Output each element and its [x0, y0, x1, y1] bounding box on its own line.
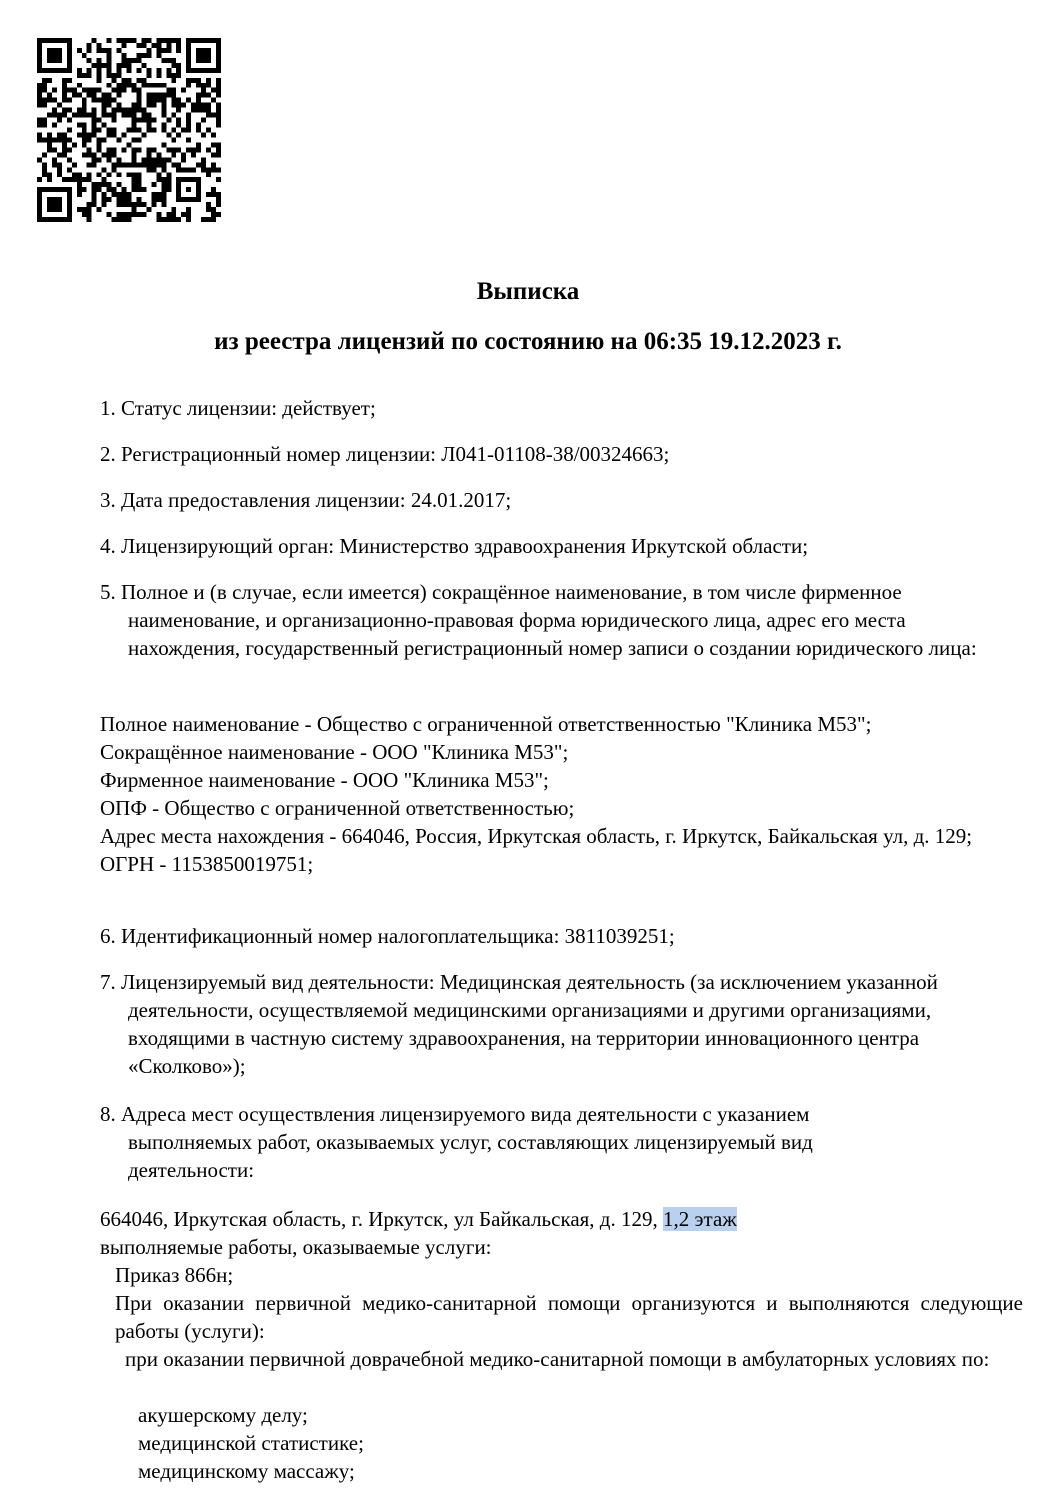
- service-item: медицинской статистике;: [138, 1431, 364, 1455]
- item-organization-name: [100, 578, 1020, 662]
- site-address-line: [100, 1205, 1025, 1261]
- item-text: 6. Идентификационный номер налогоплательщика: 3811039251;: [100, 924, 675, 948]
- item-text: 1. Статус лицензии: действует;: [100, 396, 376, 420]
- item-tax-id: [100, 922, 1025, 950]
- order-line: [115, 1261, 1023, 1289]
- org-short-name: Сокращённое наименование - ООО "Клиника М53";: [100, 740, 569, 764]
- primary-care-paragraph: [115, 1289, 1023, 1345]
- item-licensing-authority: [100, 532, 1025, 560]
- service-item: медицинскому массажу;: [138, 1459, 355, 1483]
- service-item: акушерскому делу;: [138, 1403, 308, 1427]
- item-activity-addresses: [100, 1100, 920, 1184]
- qr-code: [37, 38, 221, 222]
- document-subtitle: из реестра лицензий по состоянию на 06:35 19.12.2023 г.: [214, 328, 842, 355]
- site-address: 664046, Иркутская область, г. Иркутск, ул Байкальская, д. 129,: [100, 1207, 658, 1231]
- item-registration-number: [100, 440, 1025, 468]
- item-text: 5. Полное и (в случае, если имеется) сокращённое наименование, в том числе фирменное наименование, и организационно-правовая форма юридического лица, адрес его места нахождения, государственный регистрационный номер записи о создании юридического лица:: [100, 580, 977, 660]
- item-text: 2. Регистрационный номер лицензии: Л041-01108-38/00324663;: [100, 442, 670, 466]
- item-license-date: [100, 486, 1025, 514]
- prehospital-paragraph: [115, 1345, 1023, 1373]
- organization-details: [100, 710, 1000, 878]
- site-address-highlight: 1,2 этаж: [663, 1207, 737, 1231]
- item-text: 8. Адреса мест осуществления лицензируемого вида деятельности с указанием выполняемых работ, оказываемых услуг, составляющих лицензируемый вид деятельности:: [100, 1102, 813, 1182]
- org-opf: ОПФ - Общество с ограниченной ответственностью;: [100, 796, 575, 820]
- document-title: Выписка: [476, 278, 580, 305]
- org-full-name: Полное наименование - Общество с ограниченной ответственностью "Клиника М53";: [100, 712, 872, 736]
- item-license-status: [100, 394, 1025, 422]
- item-text: 7. Лицензируемый вид деятельности: Медицинская деятельность (за исключением указанной деятельности, осуществляемой медицинскими организациями и другими организациями, входящими в частную систему здравоохранения, на территории инновационного центра «Сколково»);: [100, 970, 938, 1078]
- works-label: выполняемые работы, оказываемые услуги:: [100, 1235, 492, 1259]
- prehospital-text: при оказании первичной доврачебной медико-санитарной помощи в амбулаторных условиях по:: [125, 1347, 990, 1371]
- primary-care-text: При оказании первичной медико-санитарной помощи организуются и выполняются следующие работы (услуги):: [115, 1291, 1023, 1343]
- org-address: Адрес места нахождения - 664046, Россия, Иркутская область, г. Иркутск, Байкальская ул, д. 129;: [100, 824, 973, 848]
- org-brand-name: Фирменное наименование - ООО "Клиника М53";: [100, 768, 549, 792]
- org-ogrn: ОГРН - 1153850019751;: [100, 852, 314, 876]
- item-text: 3. Дата предоставления лицензии: 24.01.2017;: [100, 488, 512, 512]
- item-text: 4. Лицензирующий орган: Министерство здравоохранения Иркутской области;: [100, 534, 809, 558]
- item-activity-type: [100, 968, 1000, 1080]
- order-text: Приказ 866н;: [115, 1263, 234, 1287]
- services-list: [138, 1401, 1018, 1485]
